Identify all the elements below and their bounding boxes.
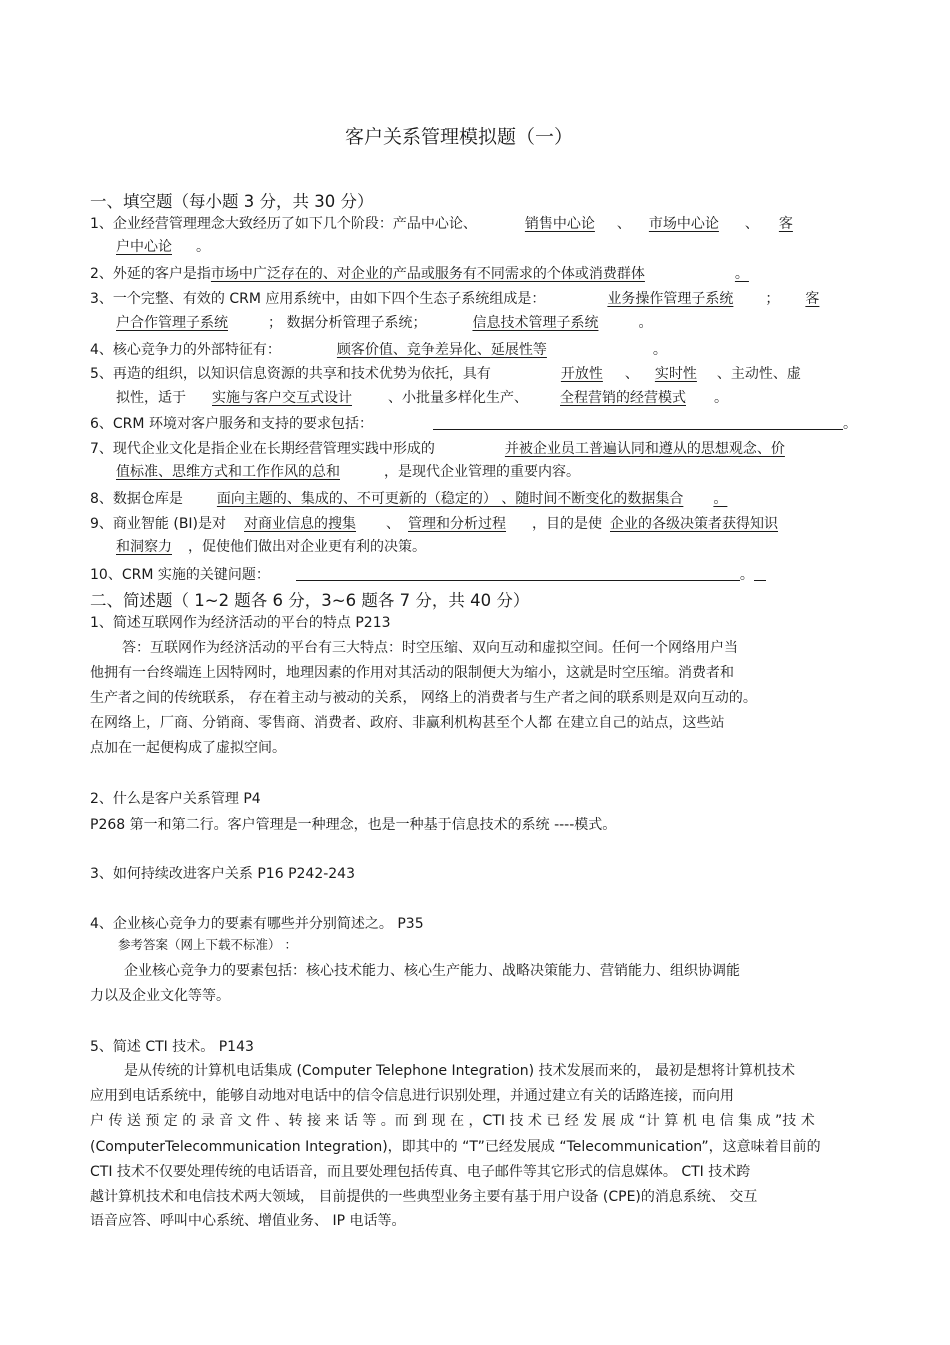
q5-line1: 5、再造的组织，以知识信息资源的共享和技术优势为依托，具有 开放性 、 实时性 、主动性、虚 <box>90 366 801 382</box>
s2-q2-question: 2、什么是客户关系管理 P4 <box>90 791 261 807</box>
q7-line1: 7、现代企业文化是指企业在长期经营管理实践中形成的 并被企业员工普遍认同和遵从的思想观念、价 <box>90 441 785 457</box>
q8-line: 8、数据仓库是 面向主题的、集成的、不可更新的（稳定的） 、随时间不断变化的数据集合 。 <box>90 491 728 507</box>
s2-q1-answer-line5: 点加在一起便构成了虚拟空间。 <box>90 740 286 756</box>
s2-q2-answer-line1: P268 第一和第二行。客户管理是一种理念，也是一种基于信息技术的系统 ----模式。 <box>90 817 617 833</box>
q10-line: 10、CRM 实施的关键问题： 。 <box>90 565 766 585</box>
s2-q1-answer-line3: 生产者之间的传统联系， 存在着主动与被动的关系， 网络上的消费者与生产者之间的联系则是双向互动的。 <box>90 690 757 706</box>
s2-q1-answer-line4: 在网络上，厂商、分销商、零售商、消费者、政府、非赢利机构甚至个人都 在建立自己的站点，这些站 <box>90 715 725 731</box>
q3-line2: 户合作管理子系统 ； 数据分析管理子系统； 信息技术管理子系统 。 <box>116 315 653 331</box>
s2-q5-answer-line7: 语音应答、呼叫中心系统、增值业务、 IP 电话等。 <box>90 1213 406 1229</box>
q9-line1: 9、商业智能 (BI)是对 对商业信息的搜集 、 管理和分析过程 ，目的是使 企业的各级决策者获得知识 <box>90 516 779 532</box>
s2-q5-question: 5、简述 CTI 技术。 P143 <box>90 1039 254 1055</box>
q9-line2: 和洞察力 ，促使他们做出对企业更有利的决策。 <box>116 539 426 555</box>
s2-q4-note: 参考答案（网上下载不标准） ： <box>118 937 297 952</box>
s2-q5-answer-line2: 应用到电话系统中，能够自动地对电话中的信令信息进行识别处理，并通过建立有关的话路连接，而向用 <box>90 1088 734 1104</box>
q3-line1: 3、一个完整、有效的 CRM 应用系统中，由如下四个生态子系统组成是： 业务操作管理子系统 ； 客 <box>90 291 820 307</box>
document-title: 客户关系管理模拟题（一） <box>344 126 573 148</box>
s2-q5-answer-line6: 越计算机技术和电信技术两大领域， 目前提供的一些典型业务主要有基于用户设备 (CPE)的消息系统、 交互 <box>90 1189 758 1205</box>
s2-q4-answer-line1: 企业核心竞争力的要素包括：核心技术能力、核心生产能力、战略决策能力、营销能力、组织协调能 <box>124 963 740 979</box>
s2-q3-question: 3、如何持续改进客户关系 P16 P242-243 <box>90 866 356 882</box>
q1-line2: 户中心论 。 <box>116 239 210 255</box>
s2-q4-question: 4、企业核心竞争力的要素有哪些并分别简述之。 P35 <box>90 916 424 932</box>
section2-heading: 二、简述题（ 1~2 题各 6 分，3~6 题各 7 分，共 40 分） <box>90 591 530 610</box>
q5-line2: 拟性，适于 实施与客户交互式设计 、小批量多样化生产、 全程营销的经营模式 。 <box>116 390 728 406</box>
q4-line: 4、核心竞争力的外部特征有： 顾客价值、竞争差异化、延展性等 。 <box>90 342 667 358</box>
s2-q1-answer-line1: 答：互联网作为经济活动的平台有三大特点：时空压缩、双向互动和虚拟空间。任何一个网络用户当 <box>122 640 738 656</box>
q2-line: 2、外延的客户是指市场中广泛存在的、对企业的产品或服务有不同需求的个体或消费群体 。 <box>90 266 749 282</box>
s2-q4-answer-line2: 力以及企业文化等等。 <box>90 988 230 1004</box>
s2-q5-answer-line5: CTI 技术不仅要处理传统的电话语音，而且要处理包括传真、电子邮件等其它形式的信息媒体。 CTI 技术跨 <box>90 1164 751 1180</box>
s2-q1-question: 1、简述互联网作为经济活动的平台的特点 P213 <box>90 615 391 631</box>
q7-line2: 值标准、思维方式和工作作风的总和 ，是现代企业管理的重要内容。 <box>116 464 580 480</box>
q6-line: 6、CRM 环境对客户服务和支持的要求包括： 。 <box>90 416 857 432</box>
q1-line1: 1、企业经营管理理念大致经历了如下几个阶段：产品中心论、 销售中心论 、 市场中心论 、 客 <box>90 216 793 232</box>
s2-q1-answer-line2: 他拥有一台终端连上因特网时，地理因素的作用对其活动的限制便大为缩小，这就是时空压缩。消费者和 <box>90 665 734 681</box>
section1-heading: 一、填空题（每小题 3 分，共 30 分） <box>90 192 374 211</box>
s2-q5-answer-line4: (ComputerTelecommunication Integration)，即其中的 “T”已经发展成 “Telecommunication”，这意味着目前的 <box>90 1139 821 1155</box>
s2-q5-answer-line1: 是从传统的计算机电话集成 (Computer Telephone Integration) 技术发展而来的， 最初是想将计算机技术 <box>124 1063 796 1079</box>
s2-q5-answer-line3: 户 传 送 预 定 的 录 音 文 件 、转 接 来 话 等 。而 到 现 在 ，CTI 技 术 已 经 发 展 成 “计 算 机 电 信 集 成 ”技 术 <box>90 1113 815 1129</box>
